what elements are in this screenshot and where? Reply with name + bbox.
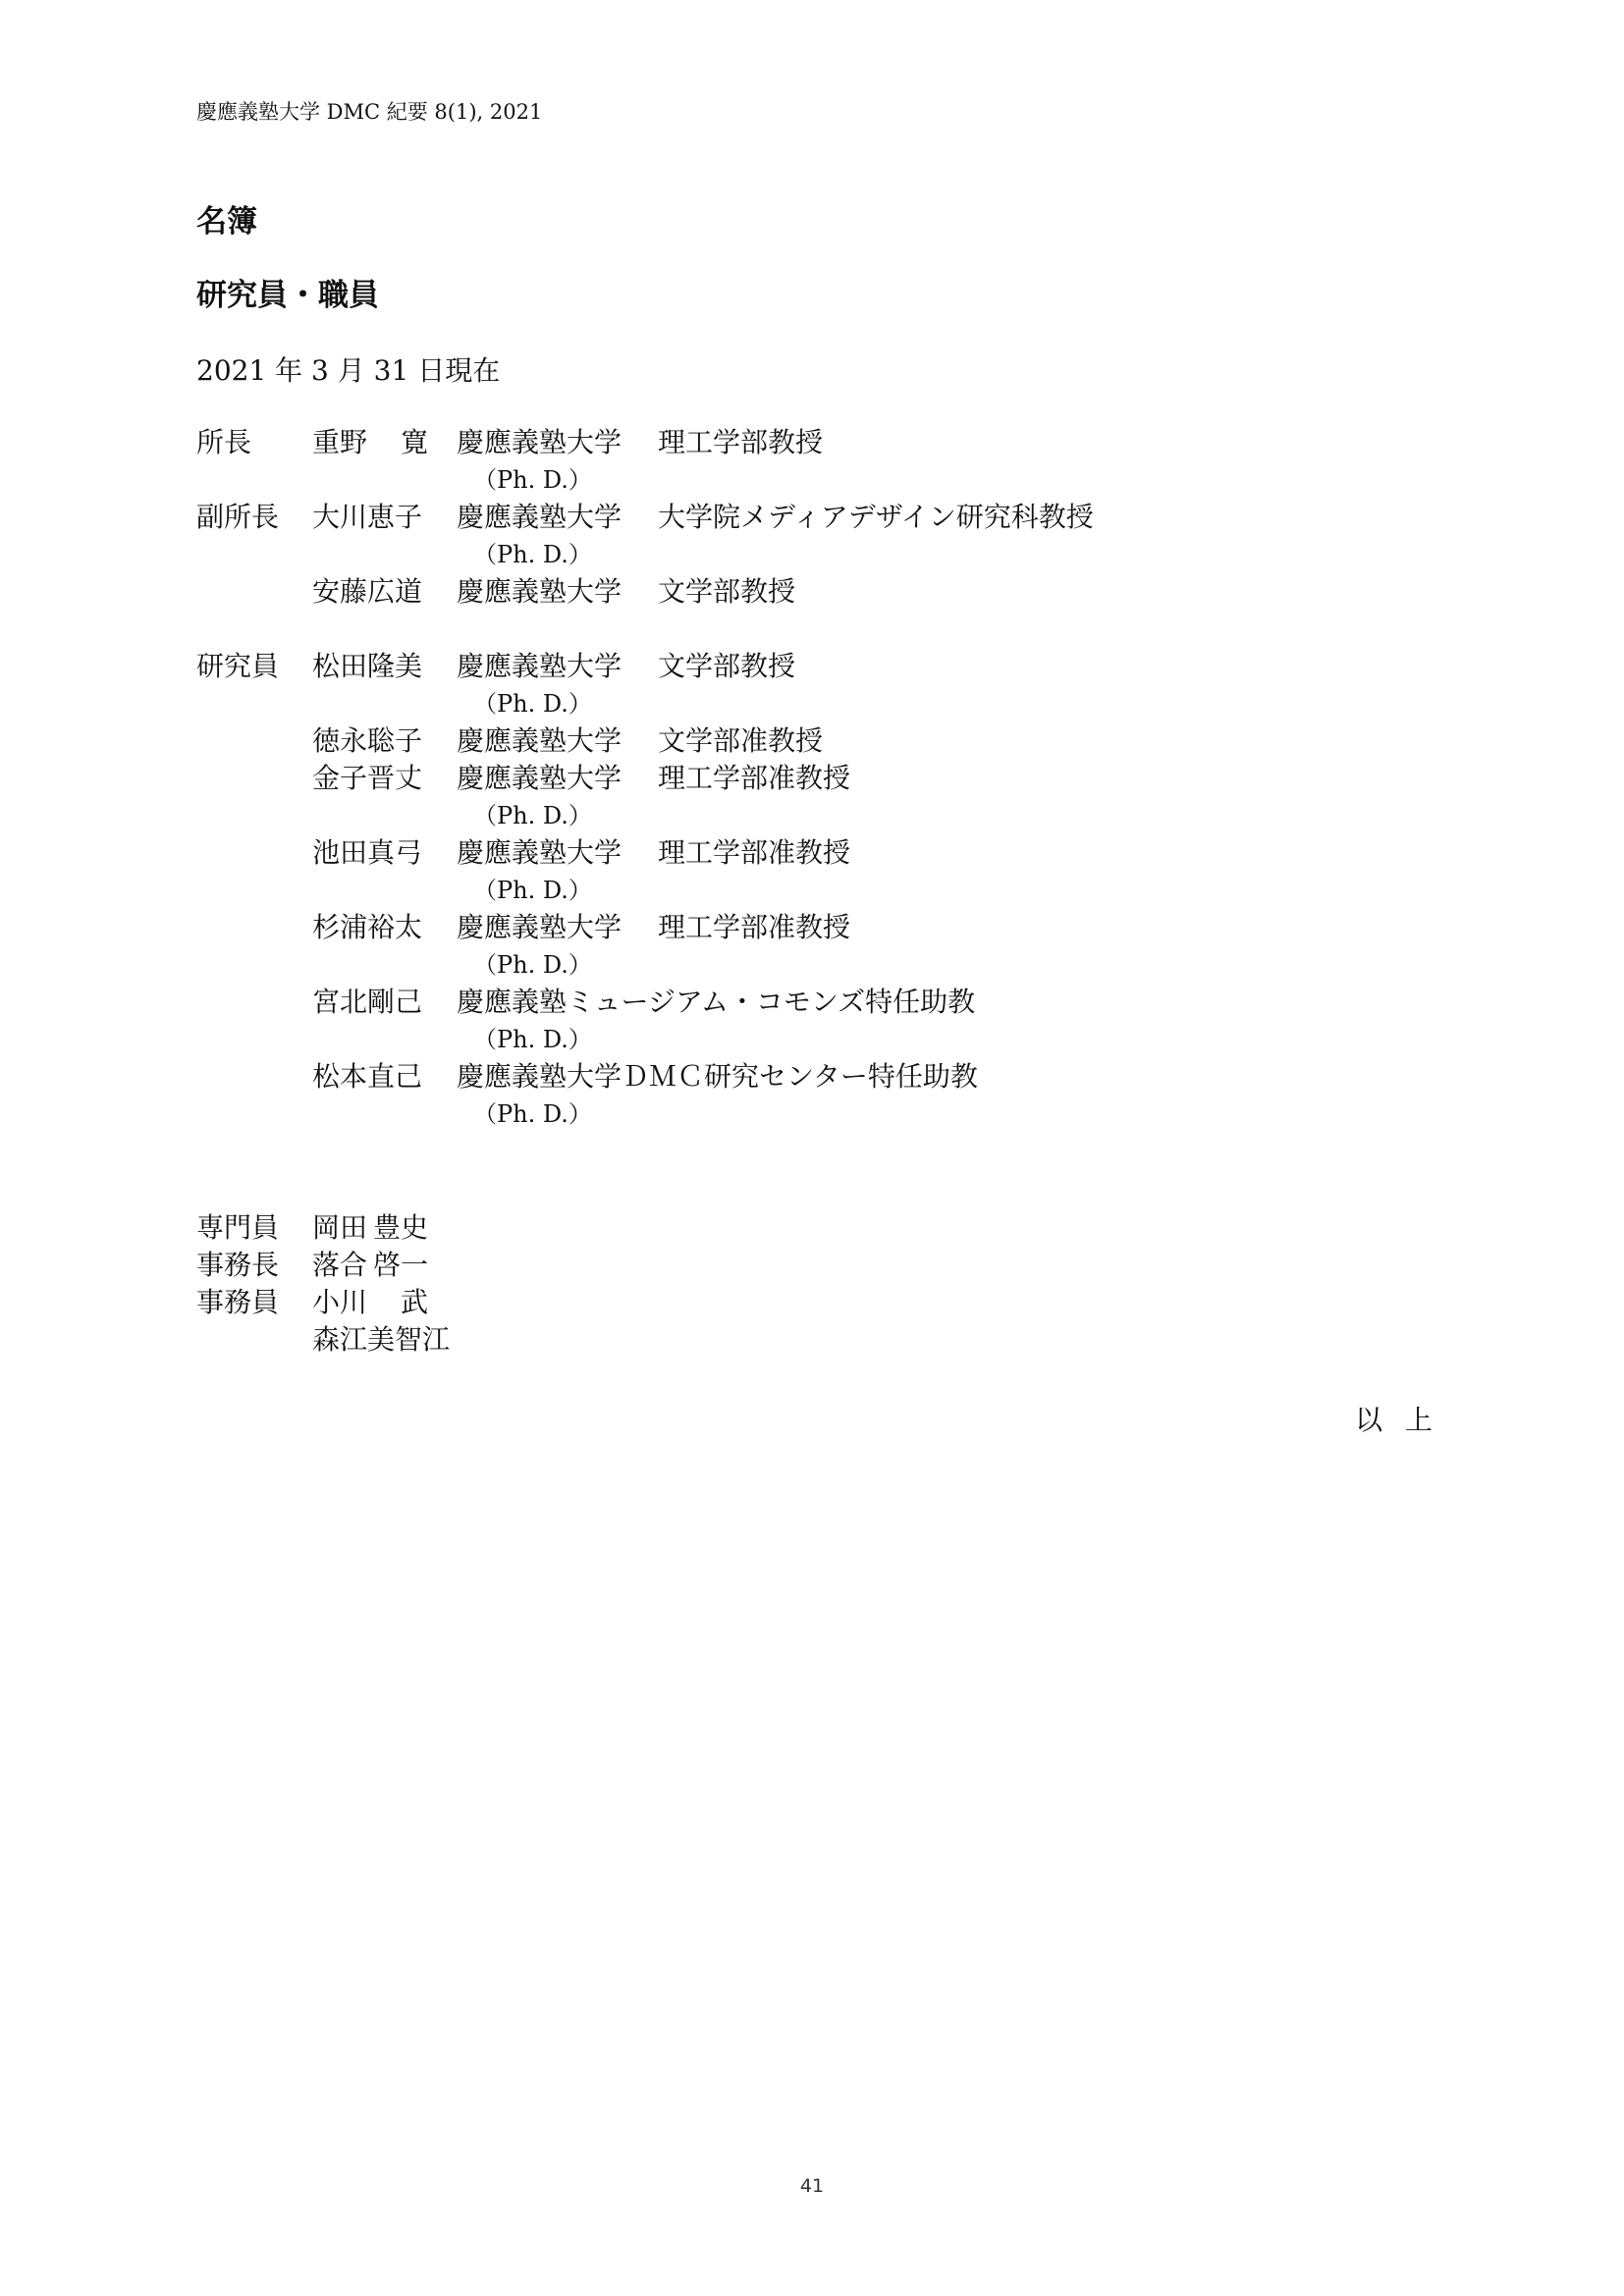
entry-org: 慶應義塾大学 (457, 724, 623, 757)
entry-name (312, 1247, 428, 1284)
entry-position: 理工学部准教授 (658, 911, 851, 943)
entry-position: 理工学部准教授 (658, 762, 851, 794)
entry-degree: （Ph. D.） (473, 690, 592, 718)
entry-position: 文学部准教授 (658, 724, 824, 757)
entry-affiliation (457, 834, 850, 872)
as-of-date: 2021 年 3 月 31 日現在 (196, 354, 501, 387)
entry-name: 松田隆美 (312, 650, 423, 682)
name-given: 寛 (400, 426, 428, 458)
entry-org: 慶應義塾大学 (457, 575, 623, 608)
entry-position: 理工学部教授 (658, 426, 824, 458)
entry-org: 慶應義塾大学 (457, 762, 623, 794)
entry-name: 杉浦裕太 (312, 911, 423, 943)
entry-position: 理工学部准教授 (658, 836, 851, 869)
entry-name: 金子晋丈 (312, 762, 423, 794)
entry-degree: （Ph. D.） (473, 466, 592, 494)
entry-degree: （Ph. D.） (473, 877, 592, 904)
name-family: 岡田 (312, 1211, 368, 1244)
entry-name (312, 1284, 428, 1321)
entry-role: 所長 (196, 426, 252, 458)
entry-affiliation (457, 499, 1094, 536)
entry-role: 副所長 (196, 501, 280, 533)
entry-affiliation: 慶應義塾大学ＤＭＣ研究センター特任助教 (457, 1060, 978, 1093)
entry-role: 事務長 (196, 1249, 280, 1281)
entry-affiliation (457, 909, 850, 946)
entry-degree: （Ph. D.） (473, 1100, 592, 1128)
entry-affiliation (457, 648, 795, 685)
entry-org: 慶應義塾大学 (457, 501, 623, 533)
closing-mark: 以 上 (1355, 1404, 1433, 1436)
entry-name (312, 424, 428, 461)
entry-name: 大川恵子 (312, 501, 423, 533)
section-subtitle: 研究員・職員 (196, 278, 379, 313)
entry-position: 大学院メディアデザイン研究科教授 (658, 501, 1094, 533)
entry-name: 池田真弓 (312, 836, 423, 869)
entry-position: 文学部教授 (658, 650, 796, 682)
entry-name: 森江美智江 (312, 1323, 451, 1356)
entry-degree: （Ph. D.） (473, 1026, 592, 1053)
entry-affiliation (457, 424, 823, 461)
entry-affiliation (457, 573, 795, 611)
running-header: 慶應義塾大学 DMC 紀要 8(1), 2021 (196, 100, 543, 124)
entry-name: 松本直己 (312, 1060, 423, 1093)
entry-org: 慶應義塾大学 (457, 911, 623, 943)
entry-degree: （Ph. D.） (473, 541, 592, 568)
entry-affiliation (457, 760, 850, 797)
entry-role: 研究員 (196, 650, 280, 682)
entry-name: 宮北剛己 (312, 986, 423, 1018)
entry-org: 慶應義塾大学 (457, 836, 623, 869)
entry-degree: （Ph. D.） (473, 802, 592, 829)
name-family: 小川 (312, 1286, 368, 1318)
entry-org: 慶應義塾大学 (457, 426, 623, 458)
entry-affiliation: 慶應義塾ミュージアム・コモンズ特任助教 (457, 986, 976, 1018)
name-family: 落合 (312, 1249, 368, 1281)
entry-org: 慶應義塾大学 (457, 650, 623, 682)
entry-name: 徳永聡子 (312, 724, 423, 757)
entry-affiliation (457, 722, 823, 760)
name-given: 武 (400, 1286, 428, 1318)
name-given: 啓一 (372, 1249, 428, 1281)
entry-name: 安藤広道 (312, 575, 423, 608)
entry-name (312, 1209, 428, 1247)
entry-role: 専門員 (196, 1211, 280, 1244)
page-title: 名簿 (196, 204, 257, 240)
entry-degree: （Ph. D.） (473, 951, 592, 979)
page-number: 41 (799, 2175, 825, 2197)
entry-role: 事務員 (196, 1286, 280, 1318)
entry-position: 文学部教授 (658, 575, 796, 608)
name-family: 重野 (312, 426, 368, 458)
name-given: 豊史 (372, 1211, 428, 1244)
